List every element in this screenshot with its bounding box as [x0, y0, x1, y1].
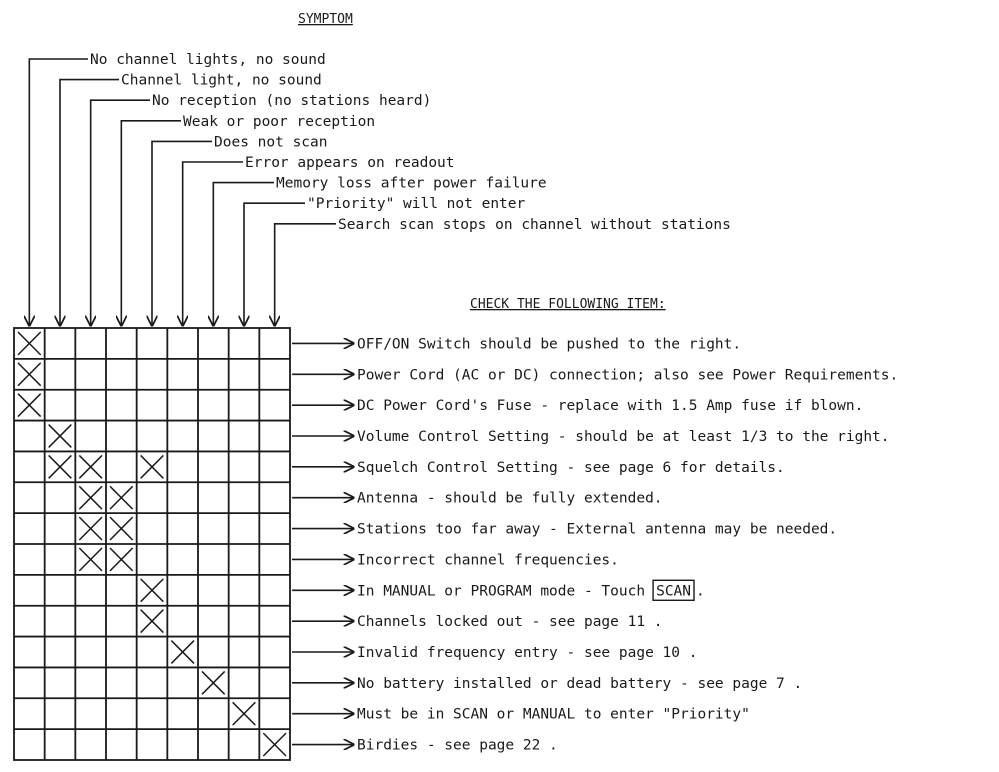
symptom-arrow	[121, 121, 181, 326]
symptom-check-grid	[14, 328, 290, 760]
check-label-suffix: .	[696, 583, 705, 600]
check-item-11	[292, 645, 697, 661]
symptom-label: "Priority" will not enter	[307, 196, 526, 213]
x-mark	[110, 548, 133, 571]
symptom-label: No channel lights, no sound	[90, 52, 326, 68]
x-mark	[110, 517, 133, 540]
x-mark	[202, 671, 225, 694]
check-item-1	[292, 336, 741, 352]
check-label: Power Cord (AC or DC) connection; also see Power Requirements.	[357, 367, 899, 384]
symptom-heading: SYMPTOM	[298, 12, 353, 27]
check-item-9	[292, 580, 705, 600]
x-mark	[141, 455, 164, 478]
x-mark	[141, 610, 164, 633]
symptom-label: Error appears on readout	[245, 155, 455, 171]
symptom-label: Memory loss after power failure	[276, 175, 547, 192]
symptom-label: No reception (no stations heard)	[152, 93, 432, 110]
check-label: Squelch Control Setting - see page 6 for details.	[357, 459, 785, 476]
check-label: Invalid frequency entry - see page 10 .	[357, 645, 698, 661]
check-item-7	[292, 522, 837, 538]
check-item-14	[292, 738, 558, 754]
x-mark	[263, 733, 286, 756]
check-label: No battery installed or dead battery - see page 7 .	[357, 675, 803, 692]
check-label: OFF/ON Switch should be pushed to the right.	[357, 336, 742, 353]
x-mark	[18, 332, 41, 355]
x-mark	[18, 394, 41, 417]
x-mark	[79, 455, 102, 478]
check-item-13	[292, 707, 750, 723]
check-item-10	[292, 614, 663, 630]
check-label: Birdies - see page 22 .	[357, 737, 558, 754]
check-item-3	[292, 398, 863, 414]
check-label: In MANUAL or PROGRAM mode - Touch	[357, 583, 646, 600]
symptom-arrow	[91, 100, 150, 326]
symptom-label: Does not scan	[214, 134, 328, 151]
check-item-8	[292, 552, 619, 568]
check-label: Must be in SCAN or MANUAL to enter "Priority"	[357, 706, 750, 723]
check-label: Volume Control Setting - should be at least 1/3 to the right.	[357, 429, 890, 445]
check-heading: CHECK THE FOLLOWING ITEM:	[470, 297, 666, 312]
x-mark	[79, 486, 102, 509]
x-mark	[233, 702, 256, 725]
symptom-arrow	[60, 80, 119, 326]
symptom-2	[60, 73, 322, 326]
check-label: Antenna - should be fully extended.	[357, 490, 663, 507]
check-item-12	[292, 676, 802, 692]
check-label: DC Power Cord's Fuse - replace with 1.5 Amp fuse if blown.	[357, 398, 864, 415]
symptom-label: Channel light, no sound	[121, 72, 322, 89]
symptom-list	[29, 52, 731, 326]
x-mark	[110, 486, 133, 509]
symptom-label: Search scan stops on channel without stations	[338, 216, 731, 233]
symptom-arrow	[29, 59, 88, 326]
x-mark	[79, 517, 102, 540]
check-label: Incorrect channel frequencies.	[357, 552, 619, 569]
check-item-6	[292, 491, 663, 507]
symptom-label: Weak or poor reception	[183, 113, 376, 130]
x-mark	[171, 641, 194, 664]
check-item-2	[292, 367, 898, 383]
x-mark	[49, 455, 72, 478]
x-mark	[141, 579, 164, 602]
check-list	[292, 336, 898, 753]
check-label: Stations too far away - External antenna may be needed.	[357, 521, 838, 538]
scan-key-label: SCAN	[656, 583, 692, 600]
check-label: Channels locked out - see page 11 .	[357, 614, 663, 631]
x-mark	[18, 363, 41, 386]
check-item-4	[292, 429, 890, 445]
check-item-5	[292, 460, 785, 476]
x-mark	[79, 548, 102, 571]
symptom-arrow	[275, 224, 336, 326]
x-mark	[49, 425, 72, 448]
